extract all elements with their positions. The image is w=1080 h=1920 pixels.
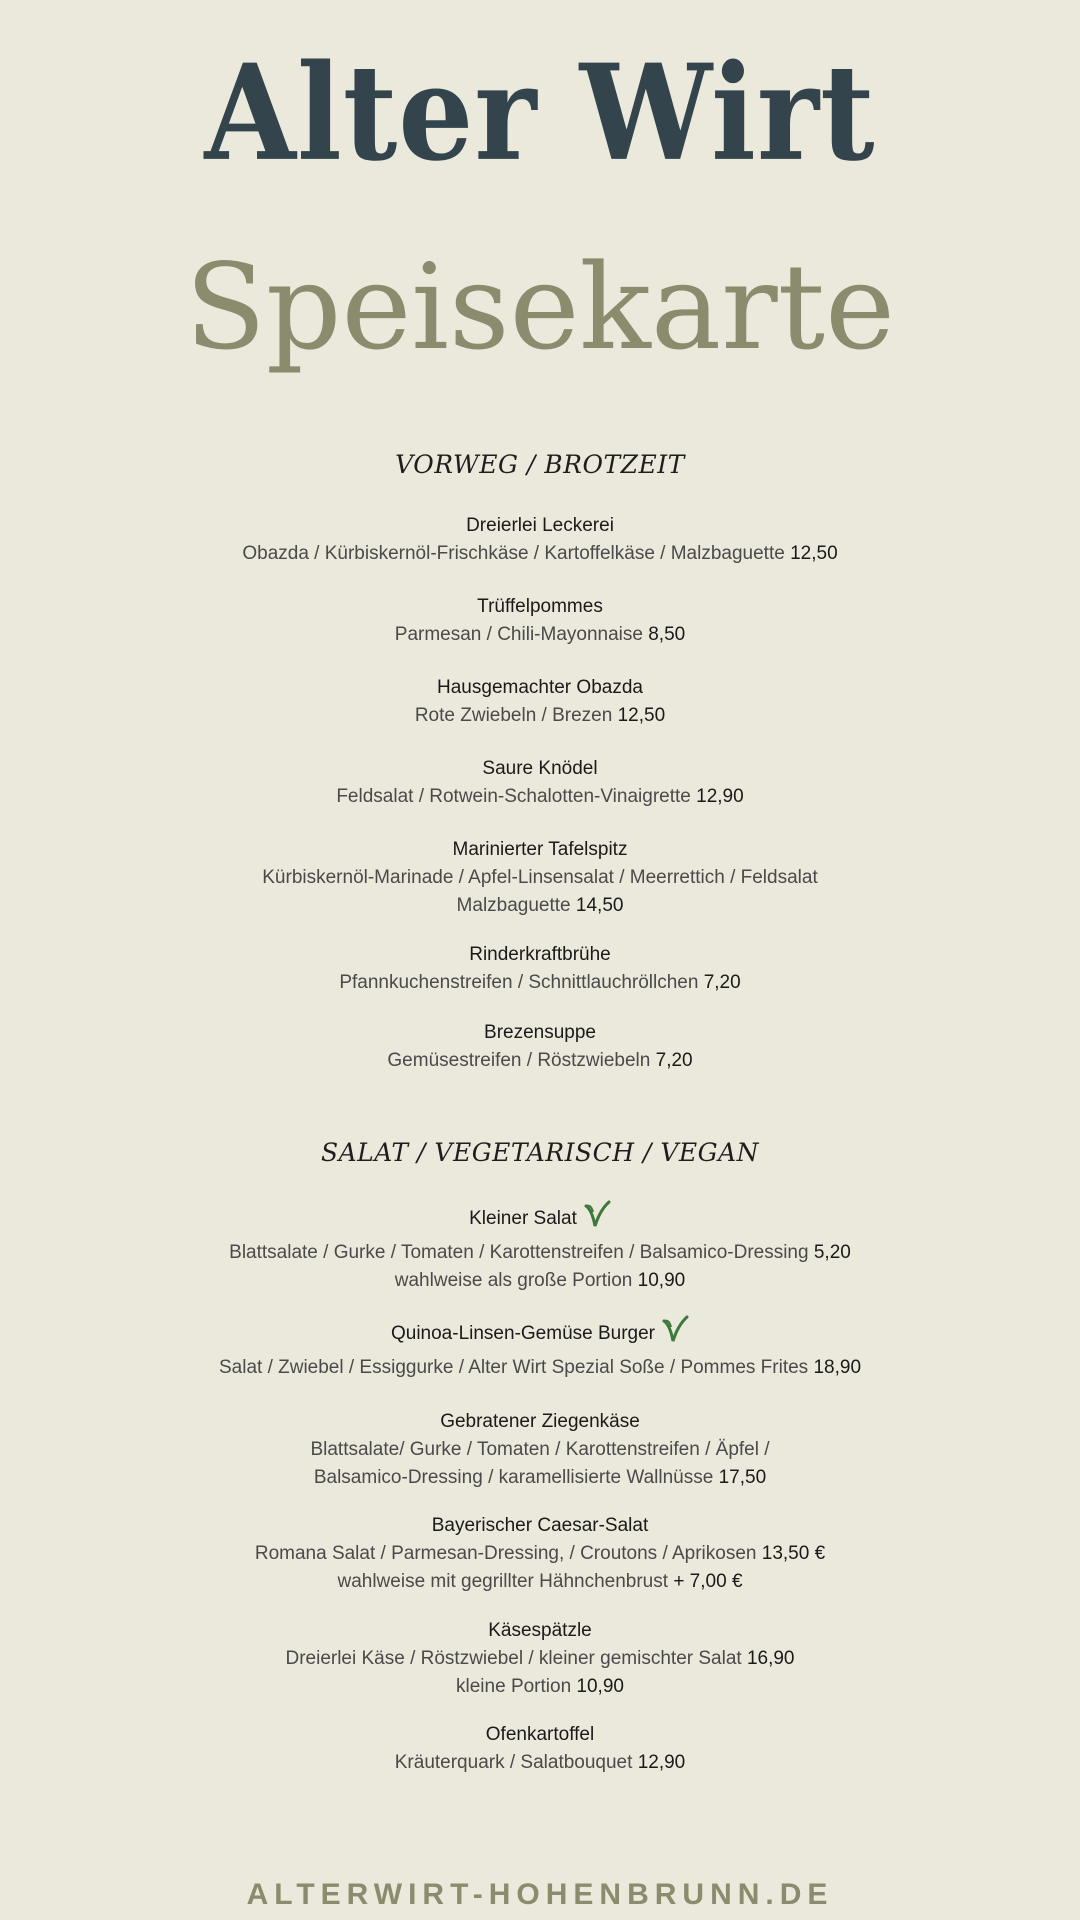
menu-item xyxy=(0,674,1080,730)
item-name: Rinderkraftbrühe xyxy=(469,944,611,965)
item-price: 13,50 € xyxy=(761,1543,826,1564)
item-price: 8,50 xyxy=(648,624,686,645)
item-description: Feldsalat / Rotwein-Schalotten-Vinaigrette 12,90 xyxy=(336,786,744,807)
item-name: Marinierter Tafelspitz xyxy=(452,839,628,860)
item-description: Obazda / Kürbiskernöl-Frischkäse / Kartoffelkäse / Malzbaguette 12,50 xyxy=(242,543,838,564)
menu-item xyxy=(0,593,1080,649)
item-price: 12,50 xyxy=(790,543,838,564)
item-description-line2: kleine Portion 10,90 xyxy=(456,1676,624,1697)
item-description: Salat / Zwiebel / Essiggurke / Alter Wirt Spezial Soße / Pommes Frites 18,90 xyxy=(218,1357,862,1378)
item-price-2: + 7,00 € xyxy=(673,1571,743,1592)
item-price: 16,90 xyxy=(746,1648,795,1669)
item-description: Romana Salat / Parmesan-Dressing, / Croutons / Aprikosen 13,50 € xyxy=(254,1543,826,1564)
item-description-line2: wahlweise mit gegrillter Hähnchenbrust + 7,00 € xyxy=(337,1571,743,1592)
section-heading-vorweg: VORWEG / BROTZEIT xyxy=(395,450,685,479)
menu-item xyxy=(0,1617,1080,1701)
item-description: Dreierlei Käse / Röstzwiebel / kleiner gemischter Salat 16,90 xyxy=(285,1648,795,1669)
menu-item xyxy=(0,755,1080,811)
item-description: Rote Zwiebeln / Brezen 12,50 xyxy=(414,705,666,726)
item-price: 7,20 xyxy=(703,972,741,993)
item-price: 14,50 xyxy=(575,895,624,916)
item-name: Saure Knödel xyxy=(482,758,598,779)
menu-item xyxy=(0,836,1080,920)
menu-item xyxy=(0,1315,1080,1382)
item-name: Käsespätzle xyxy=(488,1620,592,1641)
item-description: Kräuterquark / Salatbouquet 12,90 xyxy=(394,1752,686,1773)
menu-item xyxy=(0,1512,1080,1596)
menu-item xyxy=(0,1408,1080,1492)
page-title: Speisekarte xyxy=(185,238,895,376)
item-description: Parmesan / Chili-Mayonnaise 8,50 xyxy=(394,624,686,645)
item-name: Brezensuppe xyxy=(484,1022,596,1043)
menu-item xyxy=(0,512,1080,568)
item-price: 17,50 xyxy=(718,1467,767,1488)
item-description: Kürbiskernöl-Marinade / Apfel-Linsensalat / Meerrettich / Feldsalat xyxy=(262,867,818,888)
item-description-line2: wahlweise als große Portion 10,90 xyxy=(394,1270,686,1291)
item-description: Blattsalate / Gurke / Tomaten / Karottenstreifen / Balsamico-Dressing 5,20 xyxy=(229,1242,851,1263)
menu-item xyxy=(0,1019,1080,1075)
item-price-2: 10,90 xyxy=(576,1676,624,1697)
item-price: 18,90 xyxy=(813,1357,862,1378)
menu-item xyxy=(0,1721,1080,1777)
item-name: Hausgemachter Obazda xyxy=(437,677,643,698)
vegan-leaf-icon xyxy=(583,1200,611,1239)
item-price: 12,50 xyxy=(617,705,666,726)
item-name: Quinoa-Linsen-Gemüse Burger xyxy=(0,1315,1080,1354)
item-description-line2: Malzbaguette 14,50 xyxy=(456,895,624,916)
item-name: Bayerischer Caesar-Salat xyxy=(431,1515,649,1536)
item-price: 12,90 xyxy=(696,786,744,807)
item-description: Blattsalate/ Gurke / Tomaten / Karottenstreifen / Äpfel / xyxy=(310,1439,770,1460)
section-heading-salat: SALAT / VEGETARISCH / VEGAN xyxy=(320,1138,760,1167)
item-price: 7,20 xyxy=(655,1050,693,1071)
website-link[interactable]: ALTERWIRT-HOHENBRUNN.DE xyxy=(246,1878,834,1911)
item-name: Kleiner Salat xyxy=(0,1200,1080,1239)
item-name: Trüffelpommes xyxy=(477,596,603,617)
item-name: Ofenkartoffel xyxy=(485,1724,595,1745)
item-price-2: 10,90 xyxy=(637,1270,686,1291)
menu-item xyxy=(0,941,1080,997)
item-name: Dreierlei Leckerei xyxy=(466,515,614,536)
item-price: 12,90 xyxy=(637,1752,686,1773)
item-price: 5,20 xyxy=(813,1242,851,1263)
item-description: Pfannkuchenstreifen / Schnittlauchröllchen 7,20 xyxy=(339,972,741,993)
vegan-leaf-icon xyxy=(661,1315,689,1354)
item-name: Gebratener Ziegenkäse xyxy=(440,1411,640,1432)
item-description: Gemüsestreifen / Röstzwiebeln 7,20 xyxy=(387,1050,693,1071)
restaurant-logo: Alter Wirt xyxy=(204,34,876,191)
item-description-line2: Balsamico-Dressing / karamellisierte Wallnüsse 17,50 xyxy=(313,1467,767,1488)
menu-item xyxy=(0,1200,1080,1295)
